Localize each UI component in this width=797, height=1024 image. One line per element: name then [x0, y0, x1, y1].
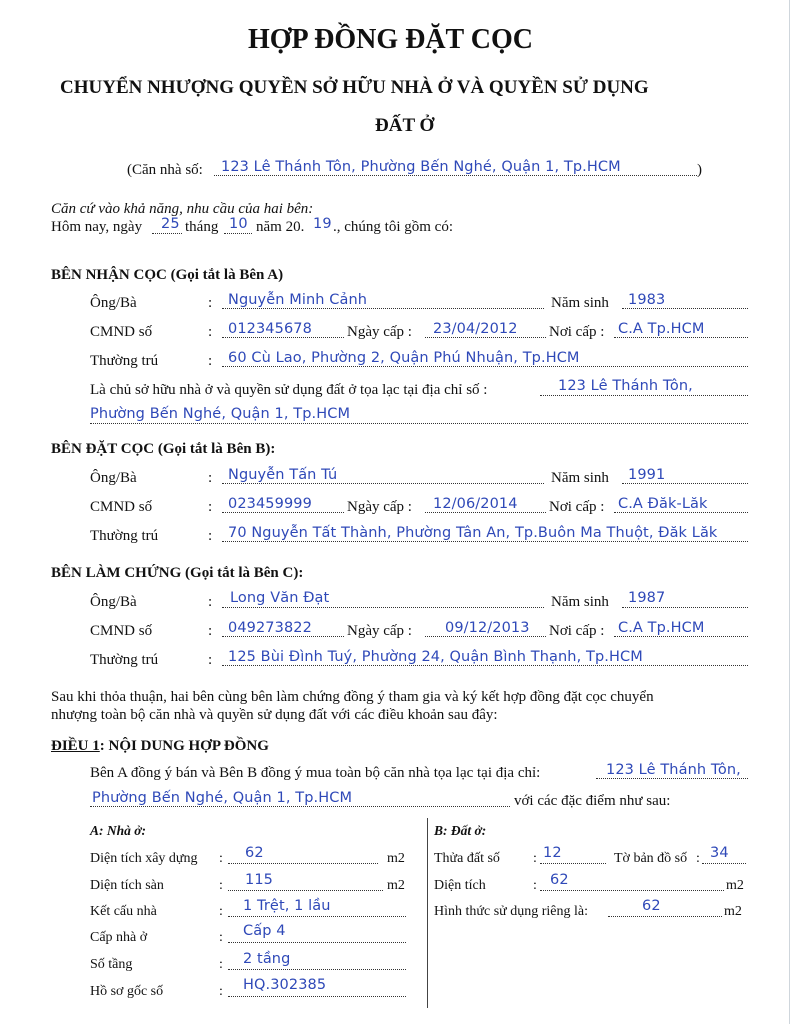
land-area-dots: [540, 890, 724, 891]
party-c-issue-place-value: C.A Tp.HCM: [618, 620, 705, 636]
land-area-colon: :: [533, 878, 537, 893]
plot-value: 12: [543, 845, 562, 861]
dossier-label: Hồ sơ gốc số: [90, 984, 164, 999]
build-area-value: 62: [245, 845, 264, 861]
floor-area-label: Diện tích sàn: [90, 878, 164, 893]
party-b-residence-label: Thường trú: [90, 528, 159, 544]
document-subtitle-line1: CHUYỂN NHƯỢNG QUYỀN SỞ HỮU NHÀ Ở VÀ QUYỀN SỬ DỤNG: [60, 77, 649, 98]
party-c-name-dots: [222, 607, 544, 608]
floor-area-dots: [228, 890, 383, 891]
party-b-residence-colon: :: [208, 528, 213, 544]
article-1-title: : NỘI DUNG HỢP ĐỒNG: [99, 738, 269, 754]
party-c-issue-place-label: Nơi cấp :: [549, 623, 605, 639]
party-a-id-value: 012345678: [228, 321, 312, 337]
party-c-id-colon: :: [208, 623, 213, 639]
party-b-birth-value: 1991: [628, 467, 666, 483]
party-a-residence-value: 60 Cù Lao, Phường 2, Quận Phú Nhuận, Tp.HCM: [228, 350, 580, 366]
agreement-line1: Sau khi thỏa thuận, hai bên cùng bên làm chứng đồng ý tham gia và ký kết hợp đồng đặt cọc chuyển: [51, 689, 654, 705]
document-subtitle-line2: ĐẤT Ở: [375, 115, 435, 136]
land-area-label: Diện tích: [434, 878, 486, 893]
party-c-id-value: 049273822: [228, 620, 312, 636]
month-label: tháng: [185, 219, 219, 235]
column-divider: [427, 818, 428, 1008]
basis-text: Căn cứ vào khả năng, nhu cầu của hai bên:: [51, 201, 314, 217]
party-b-issue-place-value: C.A Đăk-Lăk: [618, 496, 708, 512]
party-b-heading: BÊN ĐẶT CỌC (Gọi tắt là Bên B):: [51, 441, 276, 457]
private-use-unit: m2: [724, 904, 742, 919]
party-c-issue-date-label: Ngày cấp :: [347, 623, 412, 639]
article-1-heading: [51, 737, 269, 755]
party-c-birth-dots: [622, 607, 748, 608]
party-c-name-value: Long Văn Đạt: [230, 590, 330, 606]
build-area-dots: [228, 863, 378, 864]
land-details-heading: B: Đất ở:: [434, 823, 487, 838]
party-a-owner-dots: [540, 395, 748, 396]
party-b-name-label: Ông/Bà: [90, 470, 137, 486]
grade-value: Cấp 4: [243, 923, 286, 939]
party-a-name-colon: :: [208, 295, 213, 311]
party-c-name-colon: :: [208, 594, 213, 610]
party-b-birth-label: Năm sinh: [551, 470, 609, 486]
party-a-id-label: CMND số: [90, 324, 153, 340]
document-title: HỢP ĐỒNG ĐẶT CỌC: [248, 24, 533, 55]
house-details-heading: A: Nhà ở:: [90, 823, 146, 838]
floors-dots: [228, 969, 406, 970]
party-a-name-label: Ông/Bà: [90, 295, 137, 311]
article-1-label: ĐIỀU 1: [51, 738, 100, 754]
month-dots: [224, 233, 252, 234]
dossier-value: HQ.302385: [243, 977, 327, 993]
party-b-name-value: Nguyễn Tấn Tú: [228, 467, 338, 483]
day-dots: [152, 233, 182, 234]
land-area-value: 62: [550, 872, 569, 888]
plot-label: Thửa đất số: [434, 851, 500, 866]
agreement-line2: nhượng toàn bộ căn nhà và quyền sử dụng đất với các điều khoản sau đây:: [51, 707, 498, 723]
party-b-id-value: 023459999: [228, 496, 312, 512]
private-use-value: 62: [642, 898, 661, 914]
map-dots: [702, 863, 746, 864]
party-b-issue-date-value: 12/06/2014: [433, 496, 518, 512]
party-b-id-colon: :: [208, 499, 213, 515]
party-c-residence-label: Thường trú: [90, 652, 159, 668]
map-colon: :: [696, 851, 700, 866]
party-a-issue-place-value: C.A Tp.HCM: [618, 321, 705, 337]
party-c-heading: BÊN LÀM CHỨNG (Gọi tắt là Bên C):: [51, 565, 304, 581]
party-c-residence-colon: :: [208, 652, 213, 668]
structure-value: 1 Trệt, 1 lầu: [243, 898, 331, 914]
article-1-suffix: với các đặc điểm như sau:: [514, 793, 671, 809]
floors-label: Số tầng: [90, 957, 133, 972]
private-use-dots: [608, 916, 722, 917]
day-value: 25: [161, 216, 180, 232]
party-c-birth-value: 1987: [628, 590, 666, 606]
house-number-label: (Căn nhà số:: [127, 162, 203, 178]
structure-label: Kết cấu nhà: [90, 904, 157, 919]
grade-dots: [228, 942, 406, 943]
party-b-issue-place-label: Nơi cấp :: [549, 499, 605, 515]
article-1-text: Bên A đồng ý bán và Bên B đồng ý mua toàn bộ căn nhà tọa lạc tại địa chỉ:: [90, 765, 541, 781]
map-label: Tờ bản đồ số: [614, 851, 688, 866]
floor-area-value: 115: [245, 872, 273, 888]
plot-dots: [540, 863, 606, 864]
map-value: 34: [710, 845, 729, 861]
party-c-birth-label: Năm sinh: [551, 594, 609, 610]
floor-area-unit: m2: [387, 878, 405, 893]
today-label: Hôm nay, ngày: [51, 219, 143, 235]
page-edge: [789, 0, 790, 1024]
build-area-colon: :: [219, 851, 223, 866]
floor-area-colon: :: [219, 878, 223, 893]
grade-label: Cấp nhà ở: [90, 930, 148, 945]
house-number-close: ): [697, 162, 702, 178]
year-label: năm 20.: [256, 219, 305, 235]
year-value: 19: [313, 216, 332, 232]
party-c-id-label: CMND số: [90, 623, 153, 639]
party-a-issue-date-label: Ngày cấp :: [347, 324, 412, 340]
party-a-id-colon: :: [208, 324, 213, 340]
house-number-value: 123 Lê Thánh Tôn, Phường Bến Nghé, Quận 1, Tp.HCM: [221, 159, 621, 175]
article-1-addr1: 123 Lê Thánh Tôn,: [606, 762, 741, 778]
party-b-residence-value: 70 Nguyễn Tất Thành, Phường Tân An, Tp.Buôn Ma Thuột, Đăk Lăk: [228, 525, 718, 541]
party-b-id-label: CMND số: [90, 499, 153, 515]
party-a-issue-date-value: 23/04/2012: [433, 321, 518, 337]
grade-colon: :: [219, 930, 223, 945]
party-c-residence-value: 125 Bùi Đình Tuý, Phường 24, Quận Bình Thạnh, Tp.HCM: [228, 649, 643, 665]
party-a-owner-dots-2: [90, 423, 748, 424]
party-c-name-label: Ông/Bà: [90, 594, 137, 610]
build-area-label: Diện tích xây dựng: [90, 851, 198, 866]
party-a-name-value: Nguyễn Minh Cảnh: [228, 292, 368, 308]
floors-colon: :: [219, 957, 223, 972]
party-c-issue-date-value: 09/12/2013: [445, 620, 530, 636]
structure-dots: [228, 916, 406, 917]
party-a-owner-addr1: 123 Lê Thánh Tôn,: [558, 378, 693, 394]
party-a-birth-value: 1983: [628, 292, 666, 308]
dossier-dots: [228, 996, 406, 997]
party-a-heading: BÊN NHẬN CỌC (Gọi tắt là Bên A): [51, 267, 284, 283]
build-area-unit: m2: [387, 851, 405, 866]
plot-colon: :: [533, 851, 537, 866]
party-a-owner-text: Là chủ sở hữu nhà ở và quyền sử dụng đất ở tọa lạc tại địa chỉ số :: [90, 382, 488, 398]
article-1-addr2: Phường Bến Nghé, Quận 1, Tp.HCM: [92, 790, 353, 806]
today-suffix: ., chúng tôi gồm có:: [333, 219, 453, 235]
party-a-owner-addr2: Phường Bến Nghé, Quận 1, Tp.HCM: [90, 406, 351, 422]
party-b-name-colon: :: [208, 470, 213, 486]
party-a-residence-colon: :: [208, 353, 213, 369]
party-b-issue-date-label: Ngày cấp :: [347, 499, 412, 515]
floors-value: 2 tầng: [243, 951, 291, 967]
structure-colon: :: [219, 904, 223, 919]
month-value: 10: [229, 216, 248, 232]
party-a-issue-place-label: Nơi cấp :: [549, 324, 605, 340]
party-a-residence-label: Thường trú: [90, 353, 159, 369]
dossier-colon: :: [219, 984, 223, 999]
party-a-birth-label: Năm sinh: [551, 295, 609, 311]
land-area-unit: m2: [726, 878, 744, 893]
private-use-label: Hình thức sử dụng riêng là:: [434, 904, 588, 919]
